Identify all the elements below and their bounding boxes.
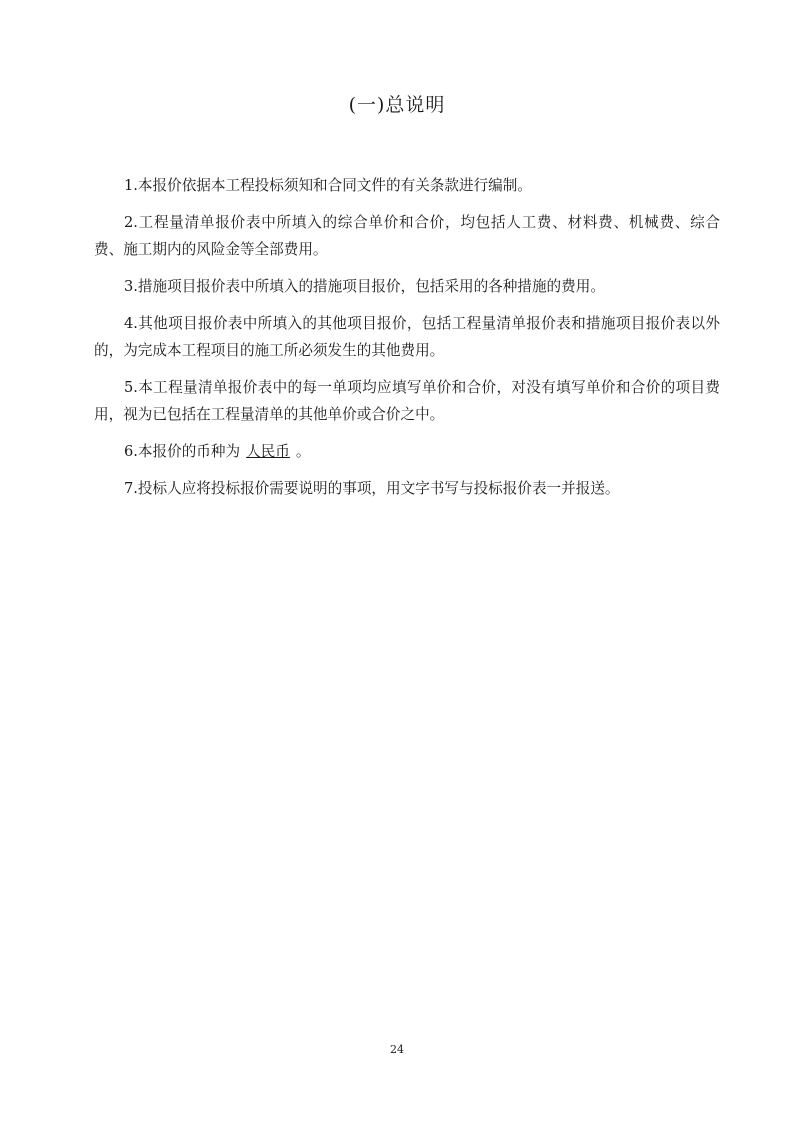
document-body (94, 172, 720, 512)
currency-value: 人民币 (246, 443, 290, 460)
page-title: (一)总说明 (348, 94, 446, 116)
paragraph-6-currency (94, 438, 720, 465)
paragraph-2: 2.工程量清单报价表中所填入的综合单价和合价，均包括人工费、材料费、机械费、综合费、施工期内的风险金等全部费用。 (94, 214, 720, 258)
paragraph-3: 3.措施项目报价表中所填入的措施项目报价，包括采用的各种措施的费用。 (124, 278, 605, 295)
paragraph-5: 5.本工程量清单报价表中的每一单项均应填写单价和合价，对没有填写单价和合价的项目费用，视为已包括在工程量清单的其他单价或合价之中。 (94, 379, 720, 423)
paragraph-4: 4.其他项目报价表中所填入的其他项目报价，包括工程量清单报价表和措施项目报价表以外的，为完成本工程项目的施工所必须发生的其他费用。 (94, 315, 720, 359)
currency-suffix: 。 (295, 443, 311, 460)
paragraph-7: 7.投标人应将投标报价需要说明的事项，用文字书写与投标报价表一并报送。 (124, 480, 620, 497)
paragraph-1: 1.本报价依据本工程投标须知和合同文件的有关条款进行编制。 (124, 177, 532, 194)
currency-prefix: 6.本报价的币种为 (124, 443, 241, 460)
page-number: 24 (390, 1043, 404, 1056)
